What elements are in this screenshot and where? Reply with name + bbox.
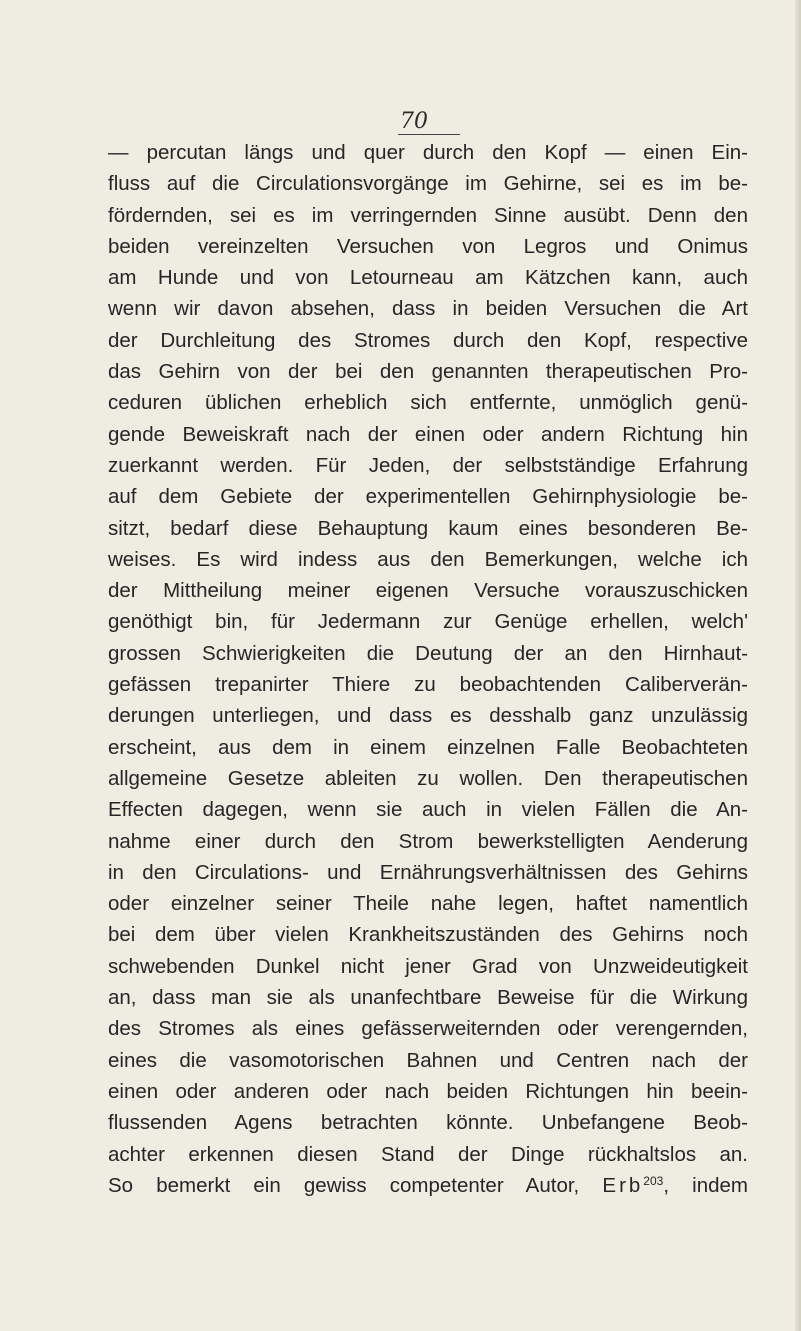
- text-line: der Durchleitung des Stromes durch den Kopf, respective: [108, 328, 748, 352]
- text-line-last: [108, 1170, 748, 1201]
- body-text: [108, 137, 748, 1201]
- text-line: einen oder anderen oder nach beiden Richtungen hin beein-: [108, 1079, 748, 1103]
- text-line: gefässen trepanirter Thiere zu beobachtenden Caliberverän-: [108, 673, 748, 697]
- footnote-ref: 203: [643, 1173, 664, 1188]
- text-line: der Mittheilung meiner eigenen Versuche vorauszuschicken: [108, 579, 748, 603]
- text-line: in den Circulations- und Ernährungsverhältnissen des Gehirns: [108, 860, 748, 884]
- text-line: eines die vasomotorischen Bahnen und Centren nach der: [108, 1048, 748, 1072]
- text-line: bei dem über vielen Krankheitszuständen des Gehirns noch: [108, 923, 748, 947]
- text-line: nahme einer durch den Strom bewerkstelligten Aenderung: [108, 829, 748, 853]
- last-line-after: , indem: [663, 1173, 749, 1197]
- text-line: Effecten dagegen, wenn sie auch in vielen Fällen die An-: [108, 798, 748, 822]
- text-line: fördernden, sei es im verringernden Sinne ausübt. Denn den: [108, 203, 748, 227]
- text-line: — percutan längs und quer durch den Kopf — einen Ein-: [108, 141, 748, 164]
- text-line: zuerkannt werden. Für Jeden, der selbstständige Erfahrung: [108, 453, 748, 477]
- text-line: gende Beweiskraft nach der einen oder andern Richtung hin: [108, 422, 748, 446]
- text-line: das Gehirn von der bei den genannten therapeutischen Pro-: [108, 360, 748, 384]
- page-edge: [795, 0, 801, 1331]
- text-line: des Stromes als eines gefässerweiternden oder verengernden,: [108, 1017, 748, 1041]
- text-line: fluss auf die Circulationsvorgänge im Gehirne, sei es im be-: [108, 172, 748, 196]
- page-number: 70: [398, 110, 460, 135]
- text-line: schwebenden Dunkel nicht jener Grad von Unzweideutigkeit: [108, 954, 748, 978]
- last-line-before: So bemerkt ein gewiss competenter Autor,: [108, 1173, 603, 1197]
- text-line: achter erkennen diesen Stand der Dinge rückhaltslos an.: [108, 1142, 748, 1166]
- text-line: flussenden Agens betrachten könnte. Unbefangene Beob-: [108, 1111, 748, 1135]
- text-line: erscheint, aus dem in einem einzelnen Falle Beobachteten: [108, 735, 748, 759]
- text-line: genöthigt bin, für Jedermann zur Genüge erhellen, welch': [108, 610, 748, 634]
- text-line: derungen unterliegen, und dass es desshalb ganz unzulässig: [108, 704, 748, 728]
- text-line: beiden vereinzelten Versuchen von Legros und Onimus: [108, 234, 748, 258]
- text-line: oder einzelner seiner Theile nahe legen, haftet namentlich: [108, 892, 748, 916]
- text-line: wenn wir davon absehen, dass in beiden Versuchen die Art: [108, 297, 748, 321]
- text-line: auf dem Gebiete der experimentellen Gehirnphysiologie be-: [108, 485, 748, 509]
- text-line: am Hunde und von Letourneau am Kätzchen kann, auch: [108, 266, 748, 290]
- text-line: an, dass man sie als unanfechtbare Beweise für die Wirkung: [108, 986, 748, 1010]
- author-name: Erb: [602, 1173, 644, 1197]
- text-line: weises. Es wird indess aus den Bemerkungen, welche ich: [108, 547, 748, 571]
- text-line: grossen Schwierigkeiten die Deutung der an den Hirnhaut-: [108, 641, 748, 665]
- text-line: allgemeine Gesetze ableiten zu wollen. Den therapeutischen: [108, 766, 748, 790]
- text-line: ceduren üblichen erheblich sich entfernte, unmöglich genü-: [108, 391, 748, 415]
- text-line: sitzt, bedarf diese Behauptung kaum eines besonderen Be-: [108, 516, 748, 540]
